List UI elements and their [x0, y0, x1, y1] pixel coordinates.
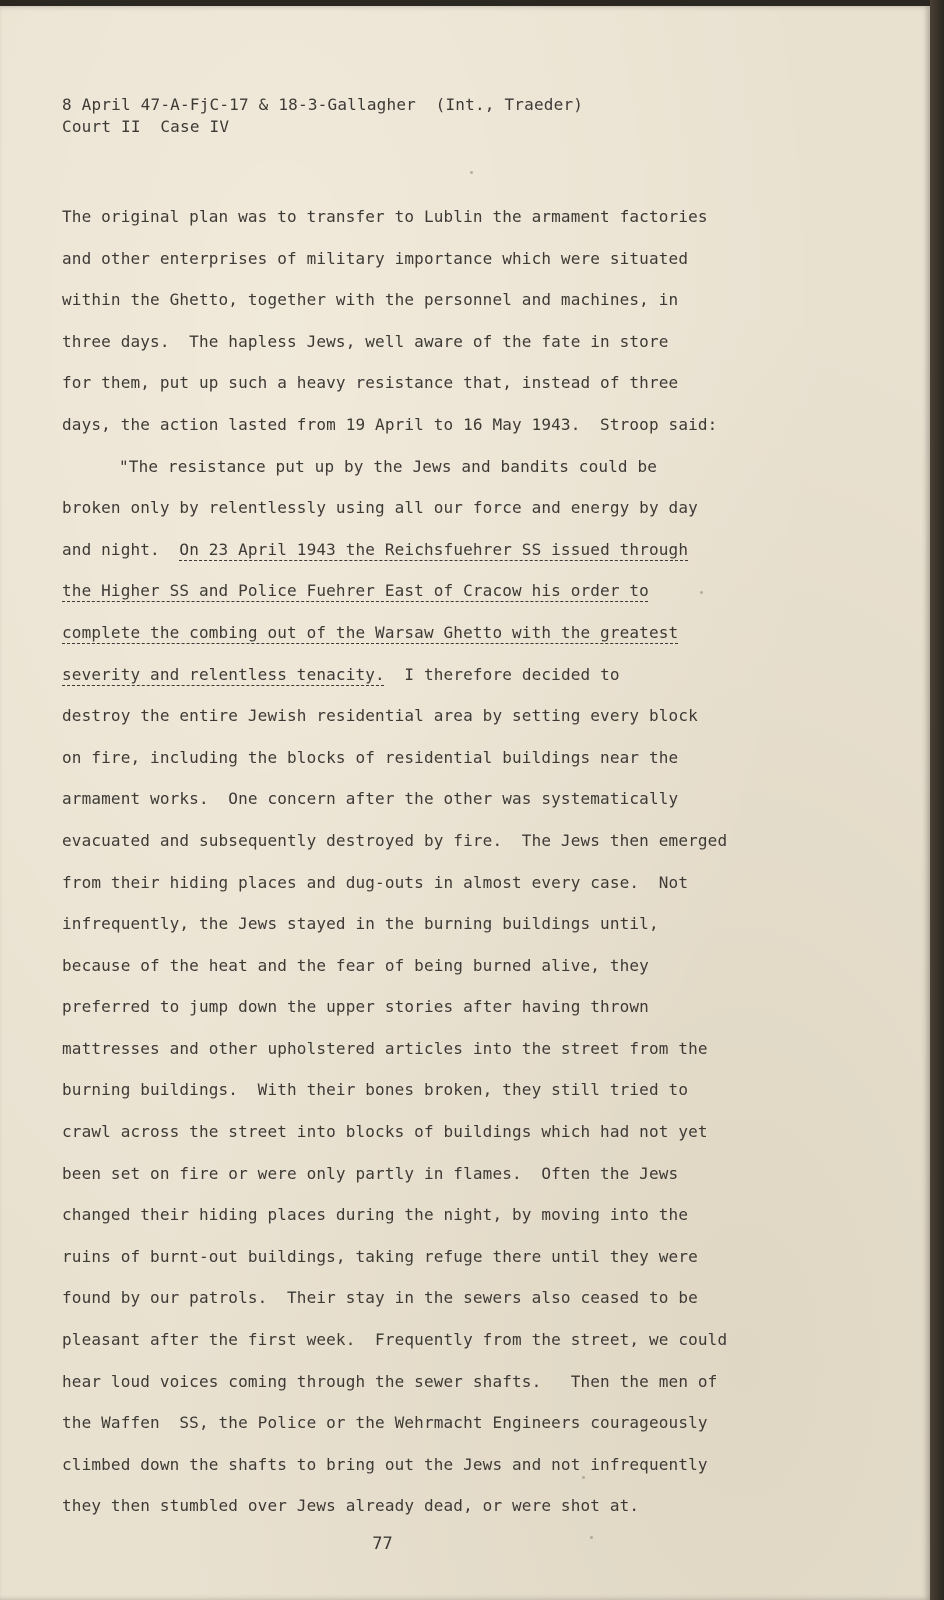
quote-start-line: "The resistance put up by the Jews and bandits could be — [119, 456, 658, 476]
text-line: the Waffen SS, the Police or the Wehrmacht Engineers courageously — [62, 1413, 708, 1433]
paper-speck — [590, 1536, 593, 1539]
text-line: infrequently, the Jews stayed in the burning buildings until, — [62, 914, 659, 934]
text-line: they then stumbled over Jews already dead, or were shot at. — [62, 1496, 640, 1516]
text-line: ruins of burnt-out buildings, taking refuge there until they were — [62, 1246, 698, 1266]
text-line: destroy the entire Jewish residential area by setting every block — [62, 706, 698, 726]
underlined-text: severity and relentless tenacity. — [62, 664, 385, 684]
text-line: The original plan was to transfer to Lublin the armament factories — [62, 207, 708, 226]
header-reference-line: 8 April 47-A-FjC-17 & 18-3-Gallagher (Int., Traeder) — [62, 95, 584, 114]
text-line: changed their hiding places during the night, by moving into the — [62, 1205, 689, 1225]
underlined-line — [62, 570, 782, 612]
text-line: armament works. One concern after the other was systematically — [62, 789, 679, 809]
underlined-text: the Higher SS and Police Fuehrer East of Cracow his order to — [62, 581, 649, 601]
document-body — [62, 196, 782, 1527]
paper-speck — [582, 1476, 585, 1479]
header-court-line: Court II Case IV — [62, 117, 230, 136]
text-line: broken only by relentlessly using all our force and energy by day — [62, 498, 698, 518]
text-line: hear loud voices coming through the sewer shafts. Then the men of — [62, 1371, 718, 1391]
text-line: climbed down the shafts to bring out the Jews and not infrequently — [62, 1454, 708, 1474]
text-line: preferred to jump down the upper stories after having thrown — [62, 997, 649, 1017]
text-line-mixed — [62, 654, 782, 696]
underlined-text: complete the combing out of the Warsaw Ghetto with the greatest — [62, 622, 679, 642]
paper-speck — [700, 591, 703, 594]
text-line: for them, put up such a heavy resistance that, instead of three — [62, 373, 679, 393]
text-line-mixed — [62, 529, 782, 571]
text-line: found by our patrols. Their stay in the sewers also ceased to be — [62, 1288, 698, 1308]
text-segment: I therefore decided to — [404, 664, 620, 684]
text-line: days, the action lasted from 19 April to 16 May 1943. Stroop said: — [62, 414, 718, 434]
text-line: and other enterprises of military importance which were situated — [62, 248, 689, 268]
text-line: within the Ghetto, together with the personnel and machines, in — [62, 290, 679, 310]
text-segment: and night. — [62, 539, 160, 559]
text-line: evacuated and subsequently destroyed by fire. The Jews then emerged — [62, 830, 728, 850]
text-line: from their hiding places and dug-outs in almost every case. Not — [62, 872, 689, 892]
document-page — [0, 6, 930, 1600]
underlined-text: On 23 April 1943 the Reichsfuehrer SS issued through — [179, 539, 689, 559]
underlined-line — [62, 612, 782, 654]
text-line: mattresses and other upholstered articles into the street from the — [62, 1038, 708, 1058]
document-header — [62, 94, 583, 138]
paper-speck — [470, 171, 473, 174]
text-line: burning buildings. With their bones broken, they still tried to — [62, 1080, 689, 1100]
scan-edge — [930, 0, 944, 1600]
text-line: because of the heat and the fear of being burned alive, they — [62, 955, 649, 975]
page-number: 77 — [372, 1534, 393, 1554]
text-line: three days. The hapless Jews, well aware of the fate in store — [62, 331, 669, 351]
text-line: pleasant after the first week. Frequently from the street, we could — [62, 1330, 728, 1350]
text-line: crawl across the street into blocks of buildings which had not yet — [62, 1122, 708, 1142]
text-line: been set on fire or were only partly in flames. Often the Jews — [62, 1163, 679, 1183]
text-line: on fire, including the blocks of residential buildings near the — [62, 747, 679, 767]
